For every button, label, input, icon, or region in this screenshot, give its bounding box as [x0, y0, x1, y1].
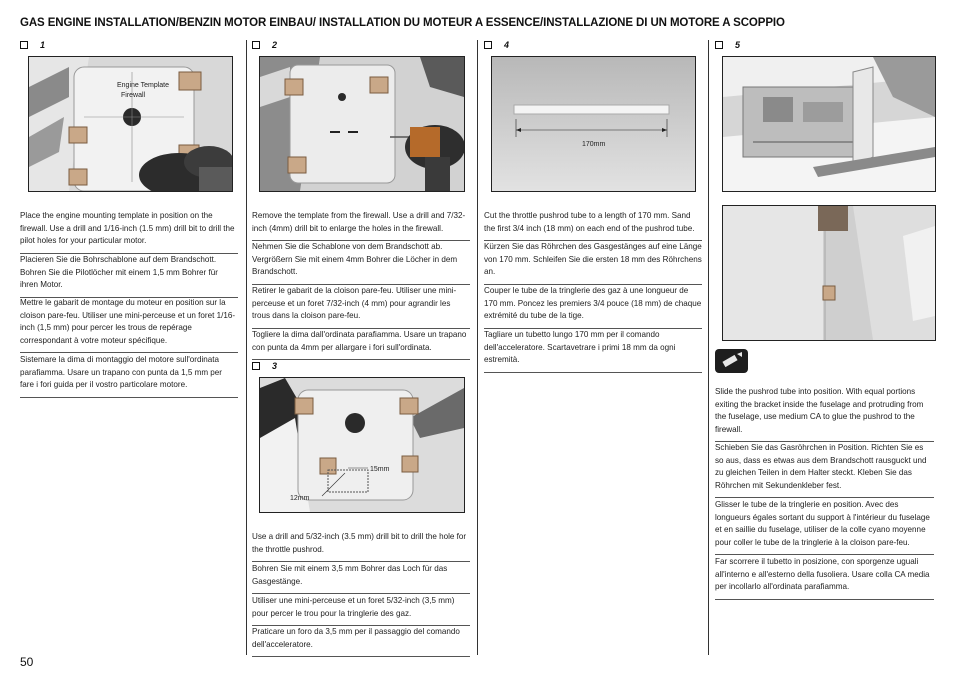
step-3-text-de: Bohren Sie mit einem 3,5 mm Bohrer das Loch für das Gasgestänge. [252, 563, 470, 594]
step-1-text-it: Sistemare la dima di montaggio del motore sull'ordinata parafiamma. Usare un trapano con punta da 1,5 mm per fare i fori guida per il vostro particolare motore. [20, 354, 238, 398]
step-4-text-fr: Couper le tube de la tringlerie des gaz à une longueur de 170 mm. Poncez les premiers 3/4 pouce (18 mm) de chaque extrémité du tube de la tige. [484, 285, 702, 329]
step-1-header [20, 40, 45, 50]
step-2-header [252, 40, 277, 50]
step-4-text-it: Tagliare un tubetto lungo 170 mm per il comando dell'acceleratore. Scartavetrare i primi 18 mm da ogni estremità. [484, 329, 702, 373]
step-5-text-fr: Glisser le tube de la tringlerie en position. Avec des longueurs égales sortant du support à l'intérieur du fuselage et en saillie du fuselage, utiliser de la colle cyano moyenne pour coller le tube de la tringlerie à la cloison pare-feu. [715, 499, 934, 555]
checkbox-icon[interactable] [252, 362, 260, 370]
dimension-label: 170mm [582, 141, 606, 148]
step-1-photo [28, 56, 233, 192]
step-3-text-fr: Utiliser une mini-perceuse et un foret 5/32-inch (3,5 mm) pour percer le trou pour la tringlerie des gaz. [252, 595, 470, 626]
step-5-photo-a [722, 56, 936, 192]
checkbox-icon[interactable] [484, 41, 492, 49]
step-5-text-de: Schieben Sie das Gasröhrchen in Position. Richten Sie es so aus, dass es etwas aus dem Brandschott rausguckt und zu gleichen Teilen in dem Halter steckt. Kleben Sie das Röhrchen mit Sekundenkleber fest. [715, 442, 934, 498]
step-5-header [715, 40, 740, 50]
step-1-text-fr: Mettre le gabarit de montage du moteur en position sur la cloison pare-feu. Utiliser une mini-perceuse et un foret 1/16-inch (1,5 mm) pour percer les trous de repérage correspondant à votre moteur spécifique. [20, 297, 238, 353]
dimension-label: 12mm [290, 495, 310, 502]
step-3-header [252, 361, 277, 371]
step-2-text-en: Remove the template from the firewall. Use a drill and 7/32-inch (4mm) drill bit to enlarge the holes in the firewall. [252, 210, 470, 241]
photo-label-firewall: Firewall [121, 92, 146, 99]
step-2-photo [259, 56, 465, 192]
step-3-text-en: Use a drill and 5/32-inch (3.5 mm) drill bit to drill the hole for the throttle pushrod. [252, 531, 470, 562]
column-divider [246, 40, 247, 655]
step-5-text-en: Slide the pushrod tube into position. With equal portions exiting the bracket inside the fuselage and protruding from the fuselage, use medium CA to glue the pushrod to the firewall. [715, 386, 934, 442]
step-2-text-de: Nehmen Sie die Schablone von dem Brandschott ab. Vergrößern Sie mit einem 4mm Bohrer die Löcher in dem Brandschott. [252, 241, 470, 285]
step-number: 1 [40, 40, 46, 50]
step-number: 4 [504, 40, 510, 50]
page-title: GAS ENGINE INSTALLATION/BENZIN MOTOR EINBAU/ INSTALLATION DU MOTEUR A ESSENCE/INSTALLAZIONE DI UN MOTORE A SCOPPIO [20, 17, 785, 29]
step-1-text-de: Placieren Sie die Bohrschablone auf dem Brandschott. Bohren Sie die Pilotlöcher mit einem 1,5 mm Bohrer für ihren Motor. [20, 254, 238, 298]
step-5-text-it: Far scorrere il tubetto in posizione, con sporgenze uguali all'interno e all'esterno della fusoliera. Usare colla CA media per incollarlo all'ordinata parafiamma. [715, 556, 934, 600]
step-number: 3 [272, 361, 278, 371]
step-number: 5 [735, 40, 741, 50]
step-4-photo [491, 56, 696, 192]
step-4-text-en: Cut the throttle pushrod tube to a length of 170 mm. Sand the first 3/4 inch (18 mm) on each end of the pushrod tube. [484, 210, 702, 241]
step-3-photo [259, 377, 465, 513]
step-1-text-en: Place the engine mounting template in position on the firewall. Use a drill and 1/16-inch (1.5 mm) drill bit to drill the pilot holes for your particular motor. [20, 210, 238, 254]
column-divider [708, 40, 709, 655]
checkbox-icon[interactable] [20, 41, 28, 49]
dimension-label: 15mm [370, 466, 390, 473]
step-3-text-it: Praticare un foro da 3,5 mm per il passaggio del comando dell'acceleratore. [252, 626, 470, 657]
page-number: 50 [20, 655, 34, 669]
checkbox-icon[interactable] [715, 41, 723, 49]
checkbox-icon[interactable] [252, 41, 260, 49]
step-5-photo-b [722, 205, 936, 341]
glue-bottle-icon [715, 349, 748, 373]
step-4-text-de: Kürzen Sie das Röhrchen des Gasgestänges auf eine Länge von 170 mm. Schleifen Sie die ersten 18 mm des Röhrchens an. [484, 241, 702, 285]
column-divider [477, 40, 478, 655]
step-4-header [484, 40, 509, 50]
photo-label-template: Engine Template [117, 82, 170, 89]
step-2-text-it: Togliere la dima dall'ordinata parafiamma. Usare un trapano con punta da 4mm per allargare i fori sull'ordinata. [252, 329, 470, 360]
step-2-text-fr: Retirer le gabarit de la cloison pare-feu. Utiliser une mini-perceuse et un foret 7/32-inch (4 mm) pour agrandir les trous dans la cloison pare-feu. [252, 285, 470, 329]
step-number: 2 [272, 40, 278, 50]
